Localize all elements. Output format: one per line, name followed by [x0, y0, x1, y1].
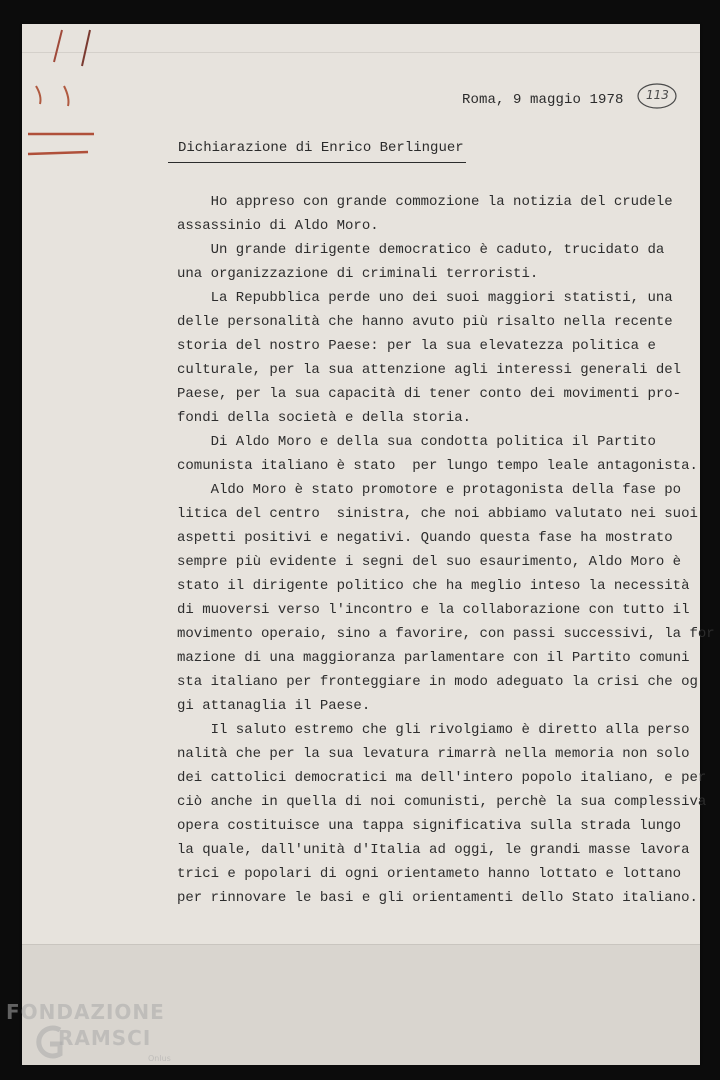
watermark-line3: Onlus	[148, 1054, 171, 1063]
document-title: Dichiarazione di Enrico Berlinguer	[178, 140, 464, 156]
body-line: La Repubblica perde uno dei suoi maggiori statisti, una	[177, 290, 673, 306]
page-fold-line	[22, 52, 700, 53]
body-line: comunista italiano è stato per lungo tempo leale antagonista.	[177, 458, 698, 474]
body-line: ciò anche in quella di noi comunisti, perchè la sua complessiva	[177, 794, 707, 810]
body-line: litica del centro sinistra, che noi abbiamo valutato nei suoi	[177, 506, 698, 522]
page-number	[636, 82, 678, 110]
body-line: mazione di una maggioranza parlamentare con il Partito comuni	[177, 650, 690, 666]
body-line: di muoversi verso l'incontro e la collaborazione con tutto il	[177, 602, 690, 618]
body-line: Di Aldo Moro e della sua condotta politica il Partito	[177, 434, 656, 450]
body-line: sta italiano per fronteggiare in modo adeguato la crisi che og	[177, 674, 698, 690]
body-line: Aldo Moro è stato promotore e protagonista della fase po	[177, 482, 682, 498]
body-line: nalità che per la sua levatura rimarrà nella memoria non solo	[177, 746, 690, 762]
handwritten-marks	[24, 26, 104, 166]
body-line: fondi della società e della storia.	[177, 410, 472, 426]
title-underline	[168, 162, 466, 163]
body-line: Il saluto estremo che gli rivolgiamo è diretto alla perso	[177, 722, 690, 738]
body-line: culturale, per la sua attenzione agli interessi generali del	[177, 362, 682, 378]
body-line: gi attanaglia il Paese.	[177, 698, 371, 714]
statement-body	[177, 190, 715, 910]
body-line: movimento operaio, sino a favorire, con passi successivi, la for	[177, 626, 715, 642]
body-line: Ho appreso con grande commozione la notizia del crudele	[177, 194, 673, 210]
watermark-line1: FONDAZIONE	[6, 1000, 165, 1024]
body-line: assassinio di Aldo Moro.	[177, 218, 379, 234]
body-line: Paese, per la sua capacità di tener conto dei movimenti pro-	[177, 386, 682, 402]
watermark-line2: RAMSCI	[58, 1026, 152, 1050]
body-line: una organizzazione di criminali terroristi.	[177, 266, 539, 282]
body-line: la quale, dall'unità d'Italia ad oggi, le grandi masse lavora	[177, 842, 690, 858]
body-line: delle personalità che hanno avuto più risalto nella recente	[177, 314, 673, 330]
body-line: aspetti positivi e negativi. Quando questa fase ha mostrato	[177, 530, 673, 546]
page-number-text: 113	[646, 88, 669, 102]
body-line: opera costituisce una tappa significativa sulla strada lungo	[177, 818, 682, 834]
body-line: storia del nostro Paese: per la sua elevatezza politica e	[177, 338, 656, 354]
document-date: Roma, 9 maggio 1978	[462, 92, 624, 108]
body-line: per rinnovare le basi e gli orientamenti dello Stato italiano.	[177, 890, 698, 906]
body-line: Un grande dirigente democratico è caduto, trucidato da	[177, 242, 665, 258]
body-line: sempre più evidente i segni del suo esaurimento, Aldo Moro è	[177, 554, 682, 570]
body-line: trici e popolari di ogni orientameto hanno lottato e lottano	[177, 866, 682, 882]
body-line: dei cattolici democratici ma dell'intero popolo italiano, e per	[177, 770, 707, 786]
body-line: stato il dirigente politico che ha meglio inteso la necessità	[177, 578, 690, 594]
